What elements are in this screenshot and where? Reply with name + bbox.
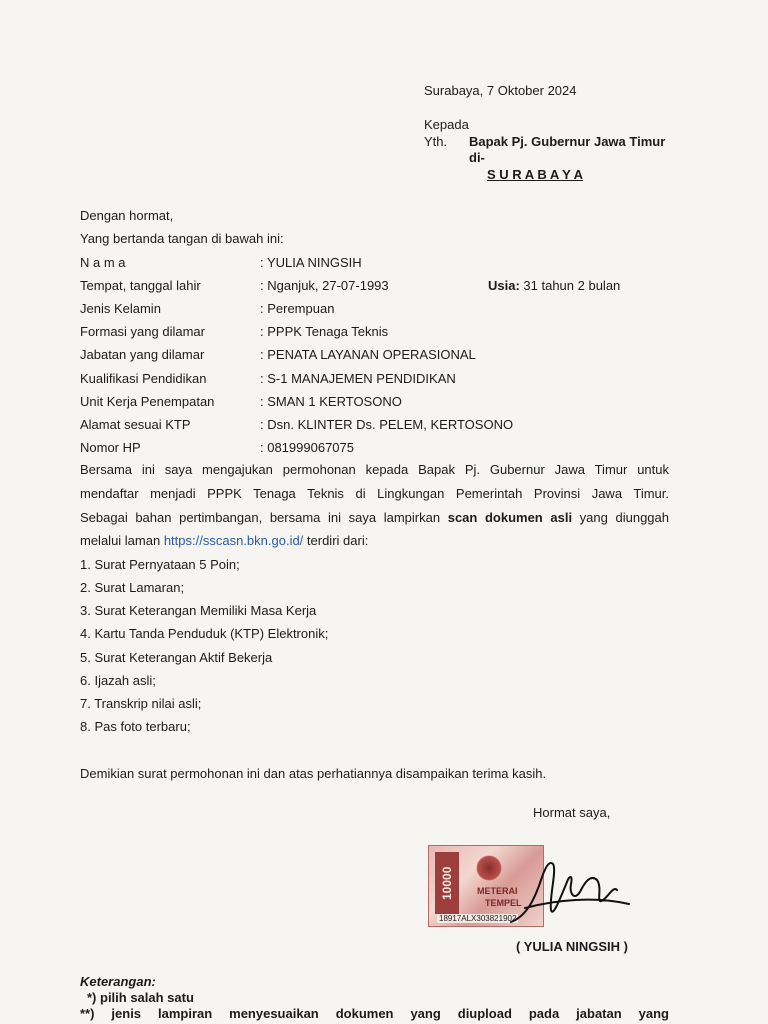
age-field (488, 278, 620, 293)
age-value: 31 tahun 2 bulan (519, 278, 621, 293)
field-value: : Perempuan (260, 301, 335, 316)
field-label: Nomor HP (80, 440, 141, 455)
signatory-name: ( YULIA NINGSIH ) (516, 939, 628, 954)
yth-label: Yth. (424, 134, 448, 149)
signature-icon (505, 850, 635, 930)
list-item: 2. Surat Lamaran; (80, 580, 185, 595)
field-value: : SMAN 1 KERTOSONO (260, 394, 402, 409)
field-label: Tempat, tanggal lahir (80, 278, 201, 293)
stamp-denomination: 10000 (435, 852, 459, 914)
body-line-3-post: yang diunggah (572, 510, 669, 525)
notes-title: Keterangan: (80, 974, 156, 989)
body-line-3 (80, 510, 669, 525)
body-line-4-post: terdiri dari: (303, 533, 369, 548)
garuda-seal-icon (475, 852, 503, 884)
list-item: 1. Surat Pernyataan 5 Poin; (80, 557, 240, 572)
stamp-word-1: METERAI (477, 886, 518, 896)
age-label: Usia: (488, 278, 520, 293)
field-value: : Nganjuk, 27-07-1993 (260, 278, 389, 293)
field-value: : PENATA LAYANAN OPERASIONAL (260, 347, 476, 362)
field-label: Kualifikasi Pendidikan (80, 371, 207, 386)
recipient-name: Bapak Pj. Gubernur Jawa Timur (469, 134, 666, 149)
list-item: 4. Kartu Tanda Penduduk (KTP) Elektronik; (80, 626, 329, 641)
note-2: **) jenis lampiran menyesuaikan dokumen yang diupload pada jabatan yang (80, 1006, 669, 1021)
field-label: Jabatan yang dilamar (80, 347, 205, 362)
field-label: Jenis Kelamin (80, 301, 161, 316)
body-line-4-pre: melalui laman (80, 533, 164, 548)
greeting: Dengan hormat, (80, 208, 174, 223)
body-line-4 (80, 533, 368, 548)
list-item: 7. Transkrip nilai asli; (80, 696, 202, 711)
body-line-2: mendaftar menjadi PPPK Tenaga Teknis di Lingkungan Pemerintah Provinsi Jawa Timur. (80, 486, 669, 501)
scan-dokumen-asli: scan dokumen asli (447, 510, 573, 525)
list-item: 6. Ijazah asli; (80, 673, 156, 688)
recipient-di: di- (469, 150, 485, 165)
note-1: *) pilih salah satu (87, 990, 194, 1005)
recipient-city: S U R A B A Y A (487, 167, 584, 182)
body-line-1: Bersama ini saya mengajukan permohonan kepada Bapak Pj. Gubernur Jawa Timur untuk (80, 462, 669, 477)
field-value: : Dsn. KLINTER Ds. PELEM, KERTOSONO (260, 417, 514, 432)
stamp-word-2: TEMPEL (485, 898, 522, 908)
list-item: 3. Surat Keterangan Memiliki Masa Kerja (80, 603, 317, 618)
place-date: Surabaya, 7 Oktober 2024 (424, 83, 577, 98)
field-value: : 081999067075 (260, 440, 354, 455)
field-label: Formasi yang dilamar (80, 324, 205, 339)
field-value: : S-1 MANAJEMEN PENDIDIKAN (260, 371, 456, 386)
sscasn-link[interactable]: https://sscasn.bkn.go.id/ (163, 533, 304, 548)
intro-text: Yang bertanda tangan di bawah ini: (80, 231, 284, 246)
field-label: N a m a (80, 255, 126, 270)
body-line-3-pre: Sebagai bahan pertimbangan, bersama ini saya lampirkan (80, 510, 448, 525)
field-value: : YULIA NINGSIH (260, 255, 362, 270)
regards: Hormat saya, (533, 805, 611, 820)
kepada-label: Kepada (424, 117, 469, 132)
field-label: Alamat sesuai KTP (80, 417, 191, 432)
field-label: Unit Kerja Penempatan (80, 394, 215, 409)
list-item: 5. Surat Keterangan Aktif Bekerja (80, 650, 273, 665)
closing-text: Demikian surat permohonan ini dan atas perhatiannya disampaikan terima kasih. (80, 766, 547, 781)
stamp-serial: 18917ALX303821902 (439, 914, 517, 923)
field-value: : PPPK Tenaga Teknis (260, 324, 389, 339)
list-item: 8. Pas foto terbaru; (80, 719, 191, 734)
